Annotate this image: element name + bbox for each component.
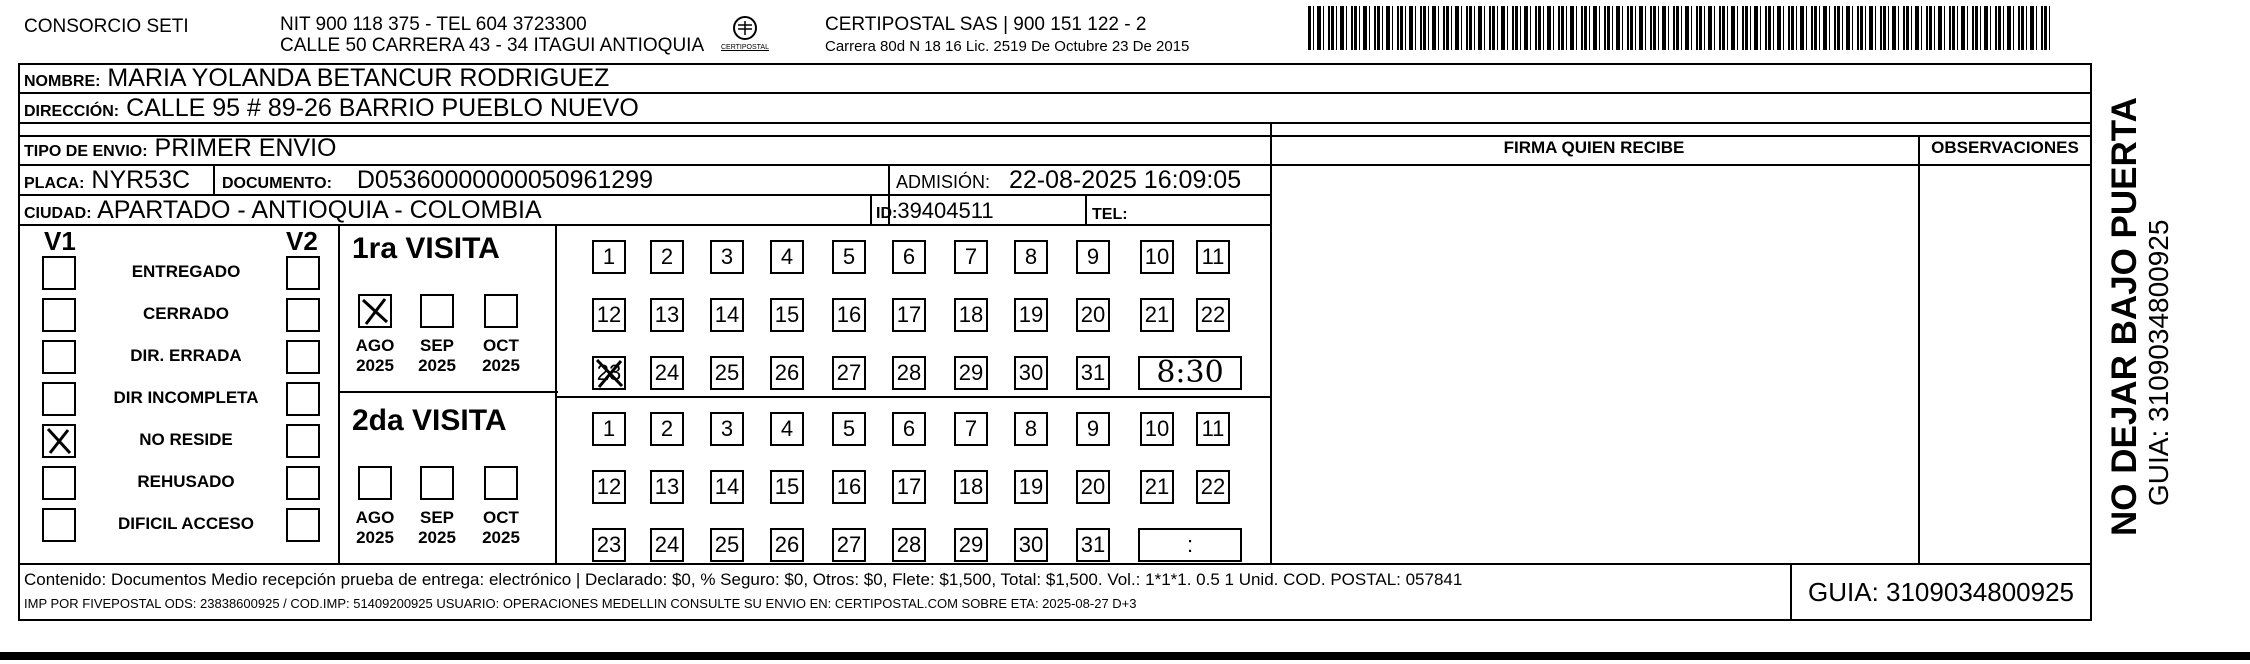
certipostal-line1: CERTIPOSTAL SAS | 900 151 122 - 2 xyxy=(825,14,1147,35)
day-box[interactable]: 26 xyxy=(770,528,804,562)
month-checkbox[interactable] xyxy=(420,294,454,328)
day-box[interactable]: 5 xyxy=(832,240,866,274)
day-box[interactable]: 20 xyxy=(1076,298,1110,332)
v2-checkbox[interactable] xyxy=(286,424,320,458)
id-row xyxy=(876,196,994,229)
day-box[interactable]: 4 xyxy=(770,240,804,274)
no-dejar-bajo-puerta: NO DEJAR BAJO PUERTA xyxy=(2105,97,2144,536)
signature-header: FIRMA QUIEN RECIBE xyxy=(1503,138,1685,157)
day-box[interactable]: 29 xyxy=(954,528,988,562)
type-value: PRIMER ENVIO xyxy=(154,134,337,162)
day-box[interactable]: 1 xyxy=(592,412,626,446)
v1-checkbox[interactable] xyxy=(42,508,76,542)
day-box[interactable]: 14 xyxy=(710,298,744,332)
status-option-label: NO RESIDE xyxy=(139,430,233,449)
logo-text: CERTIPOSTAL xyxy=(721,44,769,51)
day-box[interactable]: 27 xyxy=(832,356,866,390)
company-name: CONSORCIO SETI xyxy=(24,16,189,37)
signature-area[interactable] xyxy=(1272,166,1916,561)
name-row xyxy=(24,63,609,97)
month-year: 2025 xyxy=(356,528,394,547)
day-box[interactable]: 12 xyxy=(592,298,626,332)
month-year: 2025 xyxy=(356,356,394,375)
day-box[interactable]: 4 xyxy=(770,412,804,446)
day-box[interactable]: 11 xyxy=(1196,412,1230,446)
v1-checkbox[interactable] xyxy=(42,340,76,374)
day-box[interactable]: 25 xyxy=(710,528,744,562)
v1-checkbox[interactable] xyxy=(42,256,76,290)
city-label: CIUDAD: xyxy=(24,205,92,222)
month-name: SEP xyxy=(419,508,455,527)
day-box[interactable]: 12 xyxy=(592,470,626,504)
day-box[interactable]: 28 xyxy=(892,528,926,562)
plate-label: PLACA: xyxy=(24,175,85,192)
month-year: 2025 xyxy=(418,356,456,375)
v2-checkbox[interactable] xyxy=(286,508,320,542)
day-box[interactable]: 27 xyxy=(832,528,866,562)
barcode xyxy=(1308,6,2052,50)
certipostal-line2: Carrera 80d N 18 16 Lic. 2519 De Octubre 23 De 2015 xyxy=(825,38,1190,55)
day-box[interactable]: 2 xyxy=(650,412,684,446)
bottom-border xyxy=(0,652,2250,660)
day-box[interactable]: 15 xyxy=(770,298,804,332)
content-line: Contenido: Documentos Medio recepción prueba de entrega: electrónico | Declarado: $0, % Seguro: $0, Otros: $0, Flete: $1,500, Total: $1,500. Vol.: 1*1*1. 0.5 1 Unid. COD. POSTAL: 057841 xyxy=(24,570,1463,589)
day-box[interactable]: 16 xyxy=(832,470,866,504)
day-box[interactable]: 24 xyxy=(650,528,684,562)
month-name: AGO xyxy=(355,508,395,527)
admission-value: 22-08-2025 16:09:05 xyxy=(1008,166,1242,194)
day-box[interactable]: 13 xyxy=(650,298,684,332)
day-box[interactable]: 21 xyxy=(1140,470,1174,504)
address-row xyxy=(24,93,639,127)
v2-label: V2 xyxy=(286,226,318,256)
day-box[interactable]: 30 xyxy=(1014,528,1048,562)
admission-row xyxy=(896,165,1241,197)
address-label: DIRECCIÓN: xyxy=(24,103,120,120)
v2-checkbox[interactable] xyxy=(286,382,320,416)
tel-row xyxy=(1092,196,1128,230)
day-box[interactable]: 20 xyxy=(1076,470,1110,504)
month-checkbox[interactable] xyxy=(358,294,392,328)
observations-area[interactable] xyxy=(1920,166,2090,561)
month-label xyxy=(476,508,526,548)
day-box[interactable]: 1 xyxy=(592,240,626,274)
status-option-label: DIR INCOMPLETA xyxy=(113,388,259,407)
day-box[interactable]: 28 xyxy=(892,356,926,390)
day-box[interactable]: 19 xyxy=(1014,470,1048,504)
time-box[interactable]: : xyxy=(1138,528,1242,562)
month-name: OCT xyxy=(483,508,519,527)
time-box[interactable]: 8:30 xyxy=(1138,356,1242,390)
day-box[interactable]: 13 xyxy=(650,470,684,504)
day-box[interactable]: 26 xyxy=(770,356,804,390)
v1-label: V1 xyxy=(44,226,76,256)
month-name: OCT xyxy=(483,336,519,355)
day-box[interactable]: 7 xyxy=(954,412,988,446)
month-label xyxy=(350,508,400,548)
day-box[interactable]: 23 xyxy=(592,528,626,562)
day-box[interactable]: 18 xyxy=(954,470,988,504)
id-label: ID: xyxy=(876,205,898,222)
day-box[interactable]: 31 xyxy=(1076,528,1110,562)
visit-title: 1ra VISITA xyxy=(352,232,500,265)
status-option-label: REHUSADO xyxy=(137,472,235,491)
city-value: APARTADO - ANTIOQUIA - COLOMBIA xyxy=(97,196,542,224)
day-box[interactable]: 22 xyxy=(1196,298,1230,332)
day-box[interactable]: 22 xyxy=(1196,470,1230,504)
visit-title: 2da VISITA xyxy=(352,404,507,437)
month-name: SEP xyxy=(419,336,455,355)
type-label: TIPO DE ENVIO: xyxy=(24,143,148,160)
status-option-label: DIFICIL ACCESO xyxy=(117,514,254,533)
day-box[interactable]: 15 xyxy=(770,470,804,504)
month-year: 2025 xyxy=(418,528,456,547)
day-box[interactable]: 3 xyxy=(710,240,744,274)
day-box[interactable]: 31 xyxy=(1076,356,1110,390)
document-label: DOCUMENTO: xyxy=(222,175,332,192)
type-row xyxy=(24,133,337,167)
imp-line: IMP POR FIVEPOSTAL ODS: 23838600925 / COD.IMP: 51409200925 USUARIO: OPERACIONES MEDELLIN CONSULTE SU ENVIO EN: CERTIPOSTAL.COM SOBRE ETA: 2025-08-27 D+3 xyxy=(24,596,1137,611)
city-row xyxy=(24,195,542,229)
day-box[interactable]: 29 xyxy=(954,356,988,390)
v2-checkbox[interactable] xyxy=(286,340,320,374)
month-name: AGO xyxy=(355,336,395,355)
document-value: D05360000000050961299 xyxy=(356,166,654,194)
day-box[interactable]: 10 xyxy=(1140,412,1174,446)
day-box[interactable]: 9 xyxy=(1076,412,1110,446)
month-year: 2025 xyxy=(482,528,520,547)
month-label xyxy=(476,336,526,376)
day-box[interactable]: 19 xyxy=(1014,298,1048,332)
day-box[interactable]: 18 xyxy=(954,298,988,332)
month-label xyxy=(412,336,462,376)
day-box[interactable]: 30 xyxy=(1014,356,1048,390)
v1-checkbox[interactable] xyxy=(42,298,76,332)
day-box[interactable]: 9 xyxy=(1076,240,1110,274)
document-row xyxy=(222,165,653,199)
admission-label: ADMISIÓN: xyxy=(896,172,991,192)
day-box[interactable]: 17 xyxy=(892,298,926,332)
day-box[interactable]: 10 xyxy=(1140,240,1174,274)
month-checkbox[interactable] xyxy=(484,466,518,500)
month-label xyxy=(350,336,400,376)
status-option-label: CERRADO xyxy=(143,304,229,323)
plate-row xyxy=(24,165,190,199)
month-checkbox[interactable] xyxy=(358,466,392,500)
day-box[interactable]: 14 xyxy=(710,470,744,504)
day-box[interactable]: 6 xyxy=(892,240,926,274)
side-guia: GUIA: 3109034800925 xyxy=(2143,219,2174,506)
certipostal-logo xyxy=(720,12,770,56)
day-box[interactable]: 11 xyxy=(1196,240,1230,274)
v2-checkbox[interactable] xyxy=(286,466,320,500)
day-box[interactable]: 2 xyxy=(650,240,684,274)
day-box[interactable]: 17 xyxy=(892,470,926,504)
day-box[interactable]: 7 xyxy=(954,240,988,274)
status-option-label: DIR. ERRADA xyxy=(130,346,242,365)
v1-checkbox[interactable] xyxy=(42,466,76,500)
day-box[interactable]: 3 xyxy=(710,412,744,446)
month-checkbox[interactable] xyxy=(420,466,454,500)
day-box[interactable]: 16 xyxy=(832,298,866,332)
month-checkbox[interactable] xyxy=(484,294,518,328)
day-cross-mark xyxy=(592,356,626,395)
day-box[interactable]: 23 xyxy=(592,356,626,390)
plate-value: NYR53C xyxy=(91,166,191,194)
address-value: CALLE 95 # 89-26 BARRIO PUEBLO NUEVO xyxy=(126,94,639,122)
v2-checkbox[interactable] xyxy=(286,256,320,290)
v1-checkbox[interactable] xyxy=(42,424,76,458)
name-label: NOMBRE: xyxy=(24,73,101,90)
day-box[interactable]: 24 xyxy=(650,356,684,390)
month-year: 2025 xyxy=(482,356,520,375)
day-box[interactable]: 8 xyxy=(1014,240,1048,274)
month-label xyxy=(412,508,462,548)
day-box[interactable]: 25 xyxy=(710,356,744,390)
day-box[interactable]: 5 xyxy=(832,412,866,446)
guia-box: GUIA: 3109034800925 xyxy=(1808,577,2074,607)
day-box[interactable]: 8 xyxy=(1014,412,1048,446)
company-address: CALLE 50 CARRERA 43 - 34 ITAGUI ANTIOQUIA xyxy=(280,35,705,56)
name-value: MARIA YOLANDA BETANCUR RODRIGUEZ xyxy=(107,64,610,92)
nit-line: NIT 900 118 375 - TEL 604 3723300 xyxy=(280,14,587,35)
status-option-label: ENTREGADO xyxy=(131,262,241,281)
day-box[interactable]: 21 xyxy=(1140,298,1174,332)
v1-checkbox[interactable] xyxy=(42,382,76,416)
id-value: 39404511 xyxy=(897,198,994,223)
day-box[interactable]: 6 xyxy=(892,412,926,446)
observations-header: OBSERVACIONES xyxy=(1931,138,2079,157)
v2-checkbox[interactable] xyxy=(286,298,320,332)
tel-label: TEL: xyxy=(1092,206,1128,223)
